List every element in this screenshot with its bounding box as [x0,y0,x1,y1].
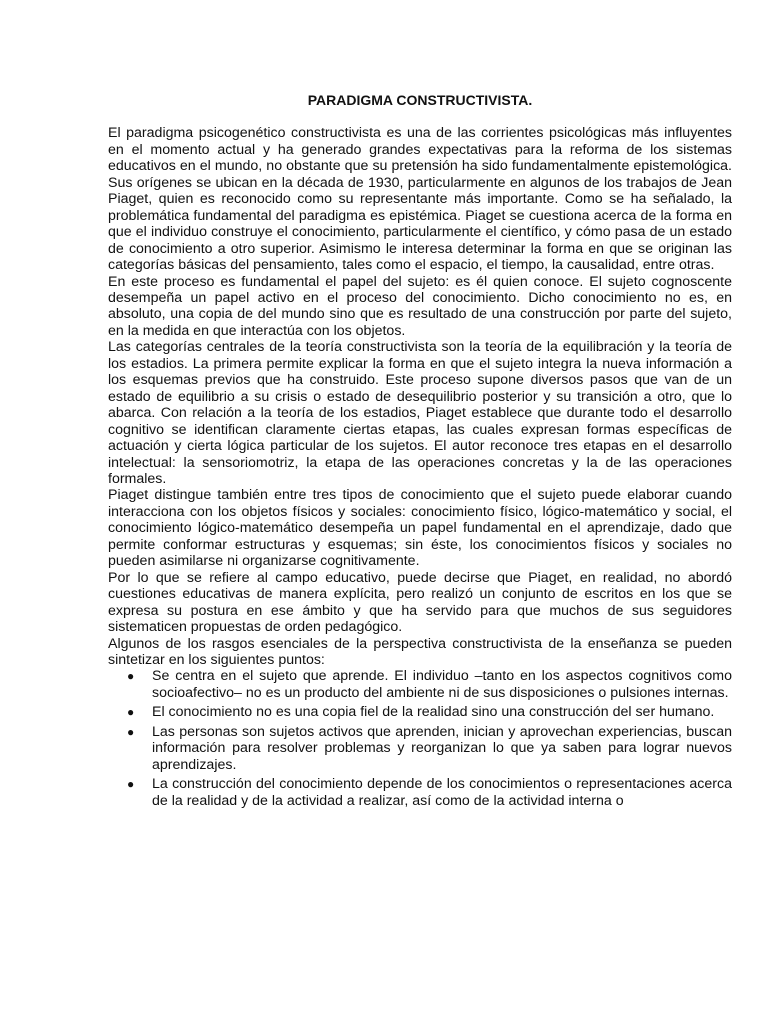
bullet-text: El conocimiento no es una copia fiel de la realidad sino una construcción del ser humano. [152,704,715,721]
list-item [127,723,732,773]
bullet-text: Se centra en el sujeto que aprende. El individuo –tanto en los aspectos cognitivos como socioafectivo– no es un producto del ambiente ni de sus disposiciones o pulsiones internas. [152,668,732,701]
document-page [108,92,732,812]
document-title: PARADIGMA CONSTRUCTIVISTA. [307,92,533,108]
bullet-text: La construcción del conocimiento depende de los conocimientos o representaciones acerca de la realidad y de la actividad a realizar, así como de la actividad interna o [152,776,732,809]
bullet-icon: ● [127,705,135,720]
paragraph-4: Piaget distingue también entre tres tipos de conocimiento que el sujeto puede elaborar cuando interacciona con los objetos físicos y sociales: conocimiento físico, lógico-matemático y social, el conocimiento lógico-matemático desempeña un papel fundamental en el aprendizaje, dado que permite conformar estructuras y esquemas; sin éste, los conocimientos físicos y sociales no pueden asimilarse ni organizarse cognitivamente. [108,487,732,570]
bullet-icon: ● [127,669,135,684]
bullet-icon: ● [127,777,135,792]
bullet-text: Las personas son sujetos activos que aprenden, inician y aprovechan experiencias, buscan información para resolver problemas y reorganizan lo que ya saben para lograr nuevos aprendizajes. [152,723,732,773]
paragraph-3: Las categorías centrales de la teoría constructivista son la teoría de la equilibración y la teoría de los estadios. La primera permite explicar la forma en que el sujeto integra la nueva información a los esquemas previos que ha construido. Este proceso supone diversos pasos que van de un estado de equilibrio a su crisis o estado de desequilibrio posterior y su transición a otro, que lo abarca. Con relación a la teoría de los estadios, Piaget establece que durante todo el desarrollo cognitivo se identifican claramente ciertas etapas, las cuales expresan formas específicas de actuación y cierta lógica particular de los sujetos. El autor reconoce tres etapas en el desarrollo intelectual: la sensoriomotriz, la etapa de las operaciones concretas y la de las operaciones formales. [108,339,732,487]
list-item [127,776,732,809]
paragraph-1: El paradigma psicogenético constructivista es una de las corrientes psicológicas más influyentes en el momento actual y ha generado grandes expectativas para la reforma de los sistemas educativos en el mundo, no obstante que su pretensión ha sido fundamentalmente epistemológica. Sus orígenes se ubican en la década de 1930, particularmente en algunos de los trabajos de Jean Piaget, quien es reconocido como su representante más importante. Como se ha señalado, la problemática fundamental del paradigma es epistémica. Piaget se cuestiona acerca de la forma en que el individuo construye el conocimiento, particularmente el científico, y cómo pasa de un estado de conocimiento a otro superior. Asimismo le interesa determinar la forma en que se originan las categorías básicas del pensamiento, tales como el espacio, el tiempo, la causalidad, entre otras. [108,125,732,274]
list-item [127,704,732,721]
bullet-list [108,668,732,809]
paragraph-6: Algunos de los rasgos esenciales de la perspectiva constructivista de la enseñanza se pueden sintetizar en los siguientes puntos: [108,635,732,668]
paragraph-2: En este proceso es fundamental el papel del sujeto: es él quien conoce. El sujeto cognoscente desempeña un papel activo en el proceso del conocimiento. Dicho conocimiento no es, en absoluto, una copia de del mundo sino que es resultado de una construcción por parte del sujeto, en la medida en que interactúa con los objetos. [108,273,732,339]
bullet-icon: ● [127,724,135,739]
paragraph-5: Por lo que se refiere al campo educativo, puede decirse que Piaget, en realidad, no abordó cuestiones educativas de manera explícita, pero realizó un conjunto de escritos en los que se expresa su postura en ese ámbito y que ha servido para que muchos de sus seguidores sistematicen propuestas de orden pedagógico. [108,569,732,636]
list-item [127,668,732,701]
